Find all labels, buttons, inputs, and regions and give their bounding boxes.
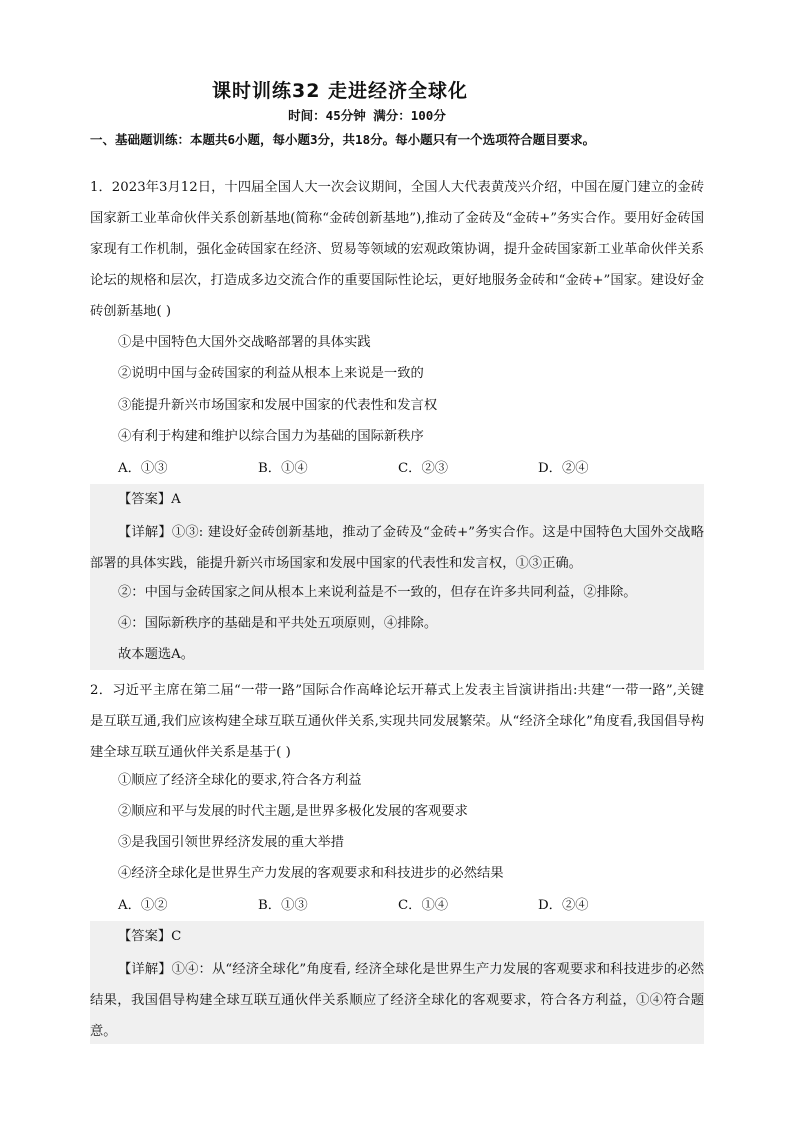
question-2-item: ①顺应了经济全球化的要求,符合各方利益: [118, 773, 362, 788]
option-d: D．②④: [538, 461, 589, 476]
question-1-detail-2: ②：中国与金砖国家之间从根本上来说利益是不一致的，但存在许多共同利益，②排除。: [118, 585, 637, 600]
question-2-item: ④经济全球化是世界生产力发展的客观要求和科技进步的必然结果: [118, 866, 504, 881]
option-c: C．①④: [398, 898, 449, 913]
question-1-answer-box: [90, 484, 704, 670]
option-b: B．①③: [258, 898, 308, 913]
question-2-options: [118, 896, 678, 916]
question-1-item: ③能提升新兴市场国家和发展中国家的代表性和发言权: [118, 398, 438, 413]
option-a: A．①②: [118, 898, 168, 913]
question-2-item: ③是我国引领世界经济发展的重大举措: [118, 835, 345, 850]
option-c: C．②③: [398, 461, 449, 476]
question-1-detail-3: ④：国际新秩序的基础是和平共处五项原则，④排除。: [118, 616, 438, 631]
question-2-item: ②顺应和平与发展的时代主题,是世界多极化发展的客观要求: [118, 804, 468, 819]
question-1-stem: 1．2023年3月12日，十四届全国人大一次会议期间，全国人大代表黄茂兴介绍，中国在厦门建立的金砖国家新工业革命伙伴关系创新基地(简称“金砖创新基地”),推动了金砖及“金砖+”务实合作。要用好金砖国家现有工作机制，强化金砖国家在经济、贸易等领域的宏观政策协调，提升金砖国家新工业革命伙伴关系论坛的规格和层次，打造成多边交流合作的重要国际性论坛，更好地服务金砖和“金砖+”国家。建设好金砖创新基地( ): [90, 180, 704, 319]
question-2-answer: 【答案】C: [118, 929, 182, 944]
question-1-detail: 【详解】①③: 建设好金砖创新基地，推动了金砖及“金砖+”务实合作。这是中国特色大国外交战略部署的具体实践，能提升新兴市场国家和发展中国家的代表性和发言权，①③正确。: [90, 525, 704, 571]
question-1-conclusion: 故本题选A。: [118, 647, 195, 662]
option-d: D．②④: [538, 898, 589, 913]
question-2-detail: 【详解】①④：从“经济全球化”角度看, 经济全球化是世界生产力发展的客观要求和科技进步的必然结果，我国倡导构建全球互联互通伙伴关系顺应了经济全球化的客观要求，符合各方利益，①④符合题意。: [90, 962, 704, 1039]
question-2-stem: 2．习近平主席在第二届“一带一路”国际合作高峰论坛开幕式上发表主旨演讲指出:共建“一带一路”,关键是互联互通,我们应该构建全球互联互通伙伴关系,实现共同发展繁荣。从“经济全球化”角度看,我国倡导构建全球互联互通伙伴关系是基于( ): [90, 683, 704, 760]
section-heading: 一、基础题训练：本题共6小题，每小题3分，共18分。每小题只有一个选项符合题目要求。: [90, 132, 596, 147]
option-b: B．①④: [258, 461, 308, 476]
question-1-item: ②说明中国与金砖国家的利益从根本上来说是一致的: [118, 366, 424, 381]
question-1-item: ①是中国特色大国外交战略部署的具体实践: [118, 335, 371, 350]
page-title: 课时训练32 走进经济全球化: [211, 80, 469, 102]
question-1-options: [118, 459, 678, 479]
question-1-item: ④有利于构建和维护以综合国力为基础的国际新秩序: [118, 429, 424, 444]
question-2-answer-box: [90, 921, 704, 1044]
option-a: A．①③: [118, 461, 168, 476]
exam-meta: 时间：45分钟 满分：100分: [288, 108, 446, 123]
question-1-answer: 【答案】A: [118, 492, 181, 507]
